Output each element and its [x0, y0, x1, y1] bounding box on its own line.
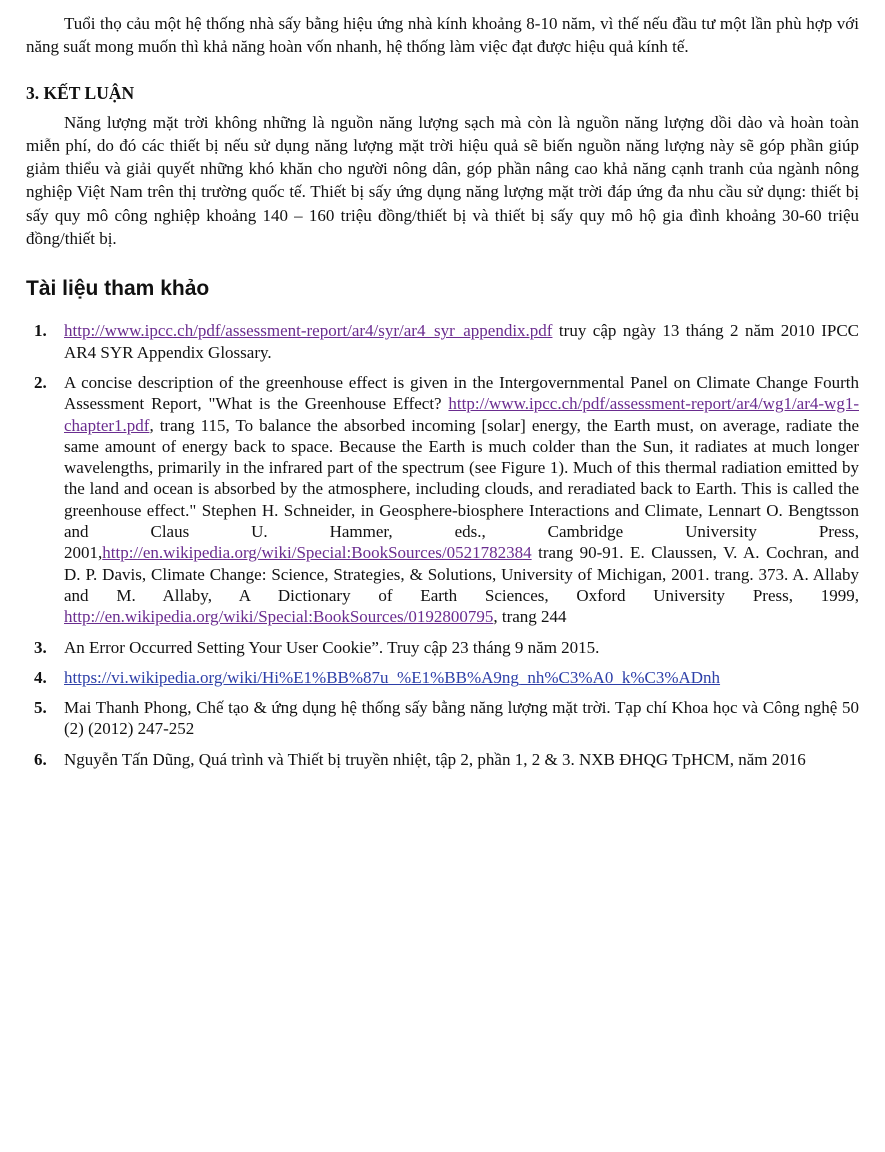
reference-number: 4.: [34, 667, 47, 687]
reference-number: 2.: [34, 372, 47, 392]
reference-text: , trang 244: [493, 607, 567, 627]
reference-text: A concise description of the greenhouse effect is given in the Intergovernmental Panel on Climate Change Fourth Assessment Report, "What is the Greenhouse Effect?: [64, 372, 859, 414]
reference-link[interactable]: http://www.ipcc.ch/pdf/assessment-report/ar4/syr/ar4_syr_appendix.pdf: [64, 321, 553, 341]
reference-item-5: [26, 697, 859, 740]
reference-link[interactable]: http://en.wikipedia.org/wiki/Special:BookSources/0521782384: [102, 543, 532, 563]
reference-text: An Error Occurred Setting Your User Cookie”. Truy cập 23 tháng 9 năm 2015.: [64, 637, 600, 657]
reference-list: [26, 320, 859, 770]
reference-link[interactable]: http://www.ipcc.ch/pdf/assessment-report/ar4/wg1/ar4-wg1-chapter1.pdf: [64, 394, 859, 435]
reference-number: 6.: [34, 749, 47, 769]
intro-paragraph: Tuổi thọ cảu một hệ thống nhà sấy bằng hiệu ứng nhà kính khoảng 8-10 năm, vì thế nếu đầu tư một lần phù hợp với năng suất mong muốn thì khả năng hoàn vốn nhanh, hệ thống làm việc đạt được hiệu quả kính tế.: [26, 14, 859, 57]
reference-item-3: [26, 637, 859, 658]
reference-number: 1.: [34, 321, 47, 341]
reference-text: Nguyễn Tấn Dũng, Quá trình và Thiết bị truyền nhiệt, tập 2, phần 1, 2 & 3. NXB ĐHQG TpHCM, năm 2016: [64, 749, 806, 769]
reference-number: 5.: [34, 698, 47, 718]
conclusion-heading: 3. KẾT LUẬN: [26, 82, 135, 103]
reference-link[interactable]: http://en.wikipedia.org/wiki/Special:BookSources/0192800795: [64, 607, 494, 627]
reference-link[interactable]: https://vi.wikipedia.org/wiki/Hi%E1%BB%87u_%E1%BB%A9ng_nh%C3%A0_k%C3%ADnh: [64, 667, 721, 687]
reference-number: 3.: [34, 637, 47, 657]
reference-item-1: [26, 320, 859, 363]
reference-text: truy cập ngày 13 tháng 2 năm 2010 IPCC AR4 SYR Appendix Glossary.: [64, 321, 859, 362]
references-heading: Tài liệu tham khảo: [26, 277, 210, 301]
reference-item-2: [26, 372, 859, 628]
reference-item-6: [26, 749, 859, 770]
reference-text: trang 90-91. E. Claussen, V. A. Cochran, and D. P. Davis, Climate Change: Science, Strategies, & Solutions, University of Michigan, 2001. trang. 373. A. Allaby and M. Allaby, A Dictionary of Earth Sciences, Oxford University Press, 1999,: [64, 543, 859, 605]
reference-item-4: [26, 667, 859, 688]
reference-text: Mai Thanh Phong, Chế tạo & ứng dụng hệ thống sấy bằng năng lượng mặt trời. Tạp chí Khoa học và Công nghệ 50 (2) (2012) 247-252: [64, 698, 859, 739]
conclusion-paragraph: Năng lượng mặt trời không những là nguồn năng lượng sạch mà còn là nguồn năng lượng dồi dào và hoàn toàn miễn phí, do đó các thiết bị nếu sử dụng năng lượng mặt trời hiệu quả sẽ biến nguồn năng lượng này sẽ góp phần giúp giảm thiểu và giải quyết những khó khăn cho người nông dân, góp phần nâng cao khả năng cạnh tranh của ngành nông nghiệp Việt Nam trên thị trường quốc tế. Thiết bị sấy ứng dụng năng lượng mặt trời đáp ứng đa nhu cầu sử dụng: thiết bị sấy quy mô công nghiệp khoảng 140 – 160 triệu đồng/thiết bị và thiết bị sấy quy mô hộ gia đình khoảng 30-60 triệu đồng/thiết bị.: [26, 112, 859, 249]
reference-text: , trang 115, To balance the absorbed incoming [solar] energy, the Earth must, on average, radiate the same amount of energy back to space. Because the Earth is much colder than the Sun, it radiates at much longer wavelengths, primarily in the infrared part of the spectrum (see Figure 1). Much of this thermal radiation emitted by the land and ocean is absorbed by the atmosphere, including clouds, and reradiated back to Earth. This is called the greenhouse effect." Stephen H. Schneider, in Geosphere-biosphere Interactions and Climate, Lennart O. Bengtsson and Claus U. Hammer, eds., Cambridge University Press, 2001,: [64, 415, 859, 563]
